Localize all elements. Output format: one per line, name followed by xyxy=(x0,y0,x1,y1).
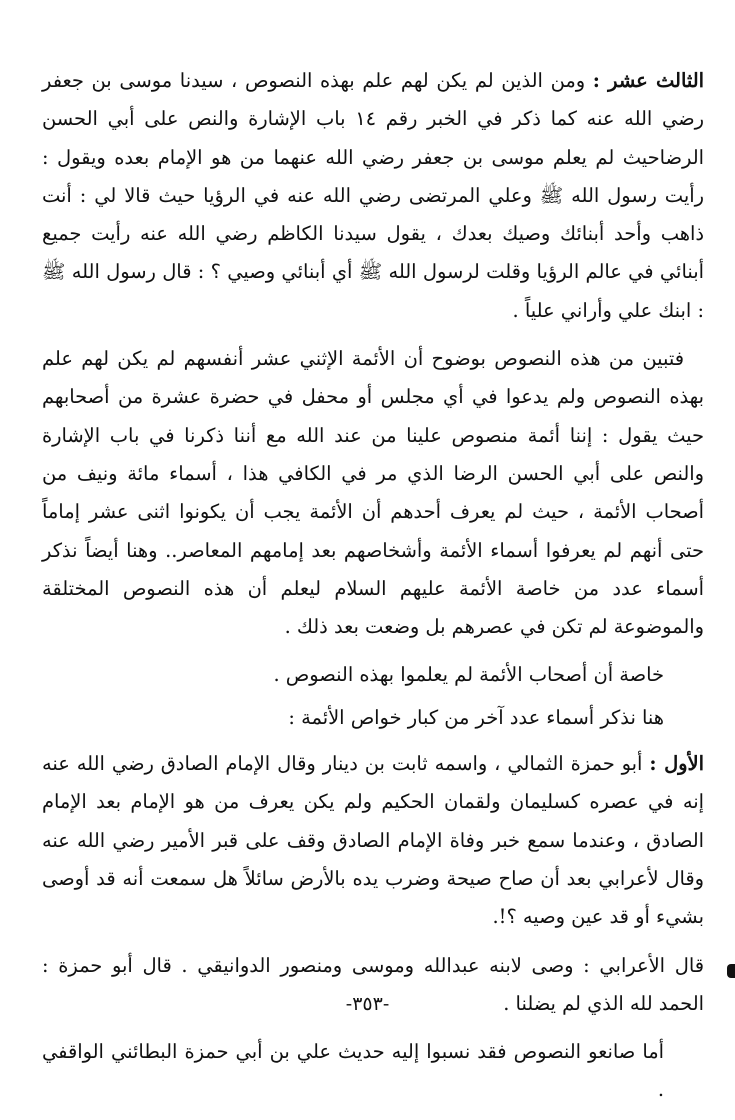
paragraph-text: خاصة أن أصحاب الأئمة لم يعلموا بهذه النصوص . xyxy=(273,663,664,687)
paragraph-conclusion xyxy=(42,340,704,646)
paragraph-text: فتبين من هذه النصوص بوضوح أن الأئمة الإثني عشر أنفسهم لم يكن لهم علم بهذه النصوص ولم يدعوا في أي مجلس أو محفل في حضرة عشرة من أصحابهم حيث يقول : إننا أئمة منصوص علينا من عند الله مع أننا ذكرنا في باب الإشارة والنص على أبي الحسن الرضا الذي مر في الكافي هذا ، أسماء مائة ونيف من أصحاب الأئمة ، حيث لم يعرف أحدهم أن الأئمة يجب أن يكونوا اثنى عشر إماماً حتى أنهم لم يعرفوا أسماء الأئمة وأشخاصهم بعد إمامهم المعاصر.. وهنا أيضاً نذكر أسماء عدد من خاصة الأئمة عليهم السلام ليعلم أن هذه النصوص المختلقة والموضوعة لم تكن في عصرهم بل وضعت بعد ذلك . xyxy=(42,347,704,639)
paragraph-thirteenth xyxy=(42,62,704,330)
scan-edge-mark xyxy=(727,964,735,978)
paragraph-lead: الأول : xyxy=(649,752,704,776)
paragraph-text: ومن الذين لم يكن لهم علم بهذه النصوص ، سيدنا موسى بن جعفر رضي الله عنه كما ذكر في الخبر رقم ١٤ باب الإشارة والنص على أبي الحسن الرضاحيث لم يعلم موسى بن جعفر رضي الله عنهما من هو الإمام بعده ويقول : رأيت رسول الله ﷺ وعلي المرتضى رضي الله عنه في الرؤيا حيث قالا لي : أنت ذاهب وأحد أبنائك وصيك بعدك ، يقول سيدنا الكاظم رضي الله عنه رأيت جميع أبنائي في عالم الرؤيا وقلت لرسول الله ﷺ أي أبنائي وصيي ؟ : قال رسول الله ﷺ : ابنك علي وأراني علياً . xyxy=(42,69,704,322)
paragraph-list-intro xyxy=(42,699,704,737)
paragraph-fabricators xyxy=(42,1033,704,1110)
paragraph-first xyxy=(42,745,704,936)
paragraph-lead: الثالث عشر : xyxy=(592,69,704,92)
page-number: -٣٥٣- xyxy=(345,993,390,1015)
paragraph-companions-note xyxy=(42,656,704,694)
page-body xyxy=(42,62,704,1120)
paragraph-text: أما صانعو النصوص فقد نسبوا إليه حديث علي بن أبي حمزة البطائني الواقفي . xyxy=(42,1040,664,1102)
paragraph-text: هنا نذكر أسماء عدد آخر من كبار خواص الأئمة : xyxy=(288,705,664,729)
paragraph-text: قال الأعرابي : وصى لابنه عبدالله وموسى ومنصور الدوانيقي . قال أبو حمزة : الحمد لله الذي لم يضلنا . xyxy=(42,953,704,1015)
paragraph-text: أبو حمزة الثمالي ، واسمه ثابت بن دينار وقال الإمام الصادق رضي الله عنه إنه في عصره كسليمان ولقمان الحكيم ولم يكن يعرف من هو الإمام بعد الإمام الصادق ، وعندما سمع خبر وفاة الإمام الصادق وقف على قبر الأمير رضي الله عنه وقال لأعرابي بعد أن صاح صيحة وضرب يده بالأرض سائلاً هل سمعت أنه قد أوصى بشيء أو قد عين وصيه ؟!. xyxy=(42,752,704,929)
